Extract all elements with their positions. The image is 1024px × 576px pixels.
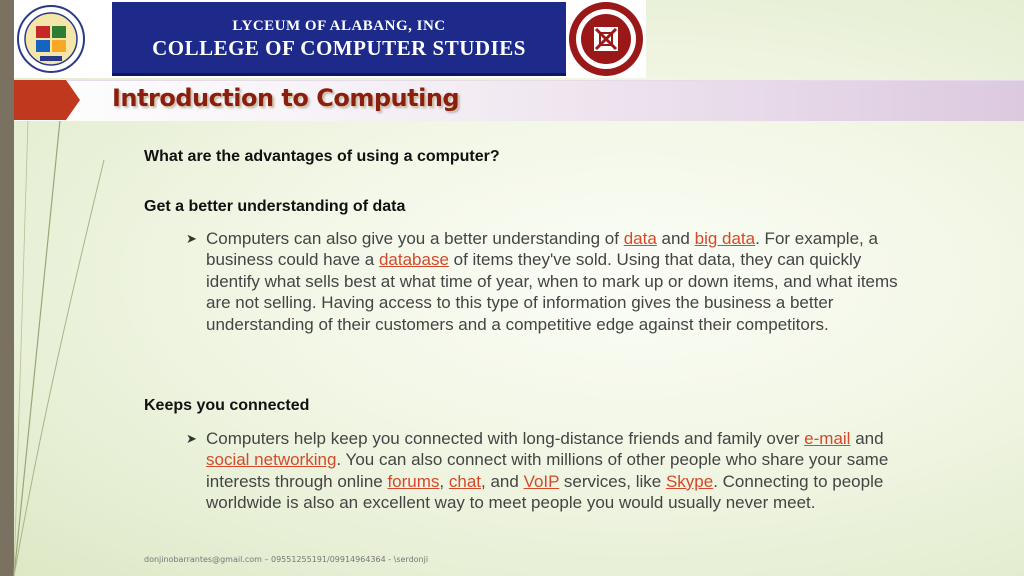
arrow-bullet-icon: ➤ bbox=[186, 231, 197, 246]
section1-heading: Get a better understanding of data bbox=[144, 198, 406, 215]
text-segment: and bbox=[656, 229, 695, 248]
text-segment: Computers help keep you connected with long-distance friends and family over bbox=[206, 429, 805, 448]
section2-text bbox=[206, 428, 916, 514]
text-segment: Computers can also give you a better understanding of bbox=[206, 229, 624, 248]
arrow-bullet-icon: ➤ bbox=[186, 431, 197, 446]
text-segment: services, like bbox=[559, 471, 666, 491]
ccs-seal-icon bbox=[566, 0, 646, 78]
title-arrow-icon bbox=[14, 80, 84, 120]
link-data[interactable]: data bbox=[623, 229, 657, 248]
link-chat[interactable]: chat bbox=[448, 471, 482, 491]
text-segment: . For example, a business could have a bbox=[206, 229, 878, 270]
link-email[interactable]: e-mail bbox=[804, 429, 851, 448]
slide-title: Introduction to Computing bbox=[112, 84, 460, 112]
link-forums[interactable]: forums bbox=[387, 471, 440, 491]
text-segment: and bbox=[850, 429, 884, 448]
link-voip[interactable]: VoIP bbox=[523, 471, 560, 491]
section1-text bbox=[206, 228, 916, 335]
footer-contact: donjinobarrantes@gmail.com – 09551255191/09914964364 - \serdonji bbox=[144, 555, 429, 564]
school-name: LYCEUM OF ALABANG, INC bbox=[232, 18, 446, 34]
question-heading: What are the advantages of using a computer? bbox=[144, 148, 500, 165]
college-banner bbox=[112, 2, 566, 76]
link-social-networking[interactable]: social networking bbox=[206, 450, 337, 470]
link-skype[interactable]: Skype bbox=[665, 471, 714, 491]
text-segment: of items they've sold. Using that data, they can quickly identify what sells best at what time of year, when to mark up or down items, and what items are not selling. Having access to this type of information gives the business a better understanding of their customers and a competitive edge against their competitors. bbox=[206, 250, 898, 334]
text-segment: . Connecting to people worldwide is also an excellent way to meet people you would usually never meet. bbox=[206, 471, 884, 513]
text-segment: , bbox=[439, 471, 449, 491]
college-name: COLLEGE OF COMPUTER STUDIES bbox=[152, 36, 526, 60]
text-segment: , and bbox=[481, 471, 524, 491]
link-big-data[interactable]: big data bbox=[694, 229, 756, 248]
section1-bullet bbox=[186, 228, 916, 335]
lyceum-seal-icon bbox=[16, 4, 86, 74]
link-database[interactable]: database bbox=[378, 250, 449, 270]
text-segment: . You can also connect with millions of other people who share your same interests through online bbox=[206, 450, 889, 491]
section2-heading: Keeps you connected bbox=[144, 397, 310, 414]
section2-bullet bbox=[186, 428, 916, 514]
